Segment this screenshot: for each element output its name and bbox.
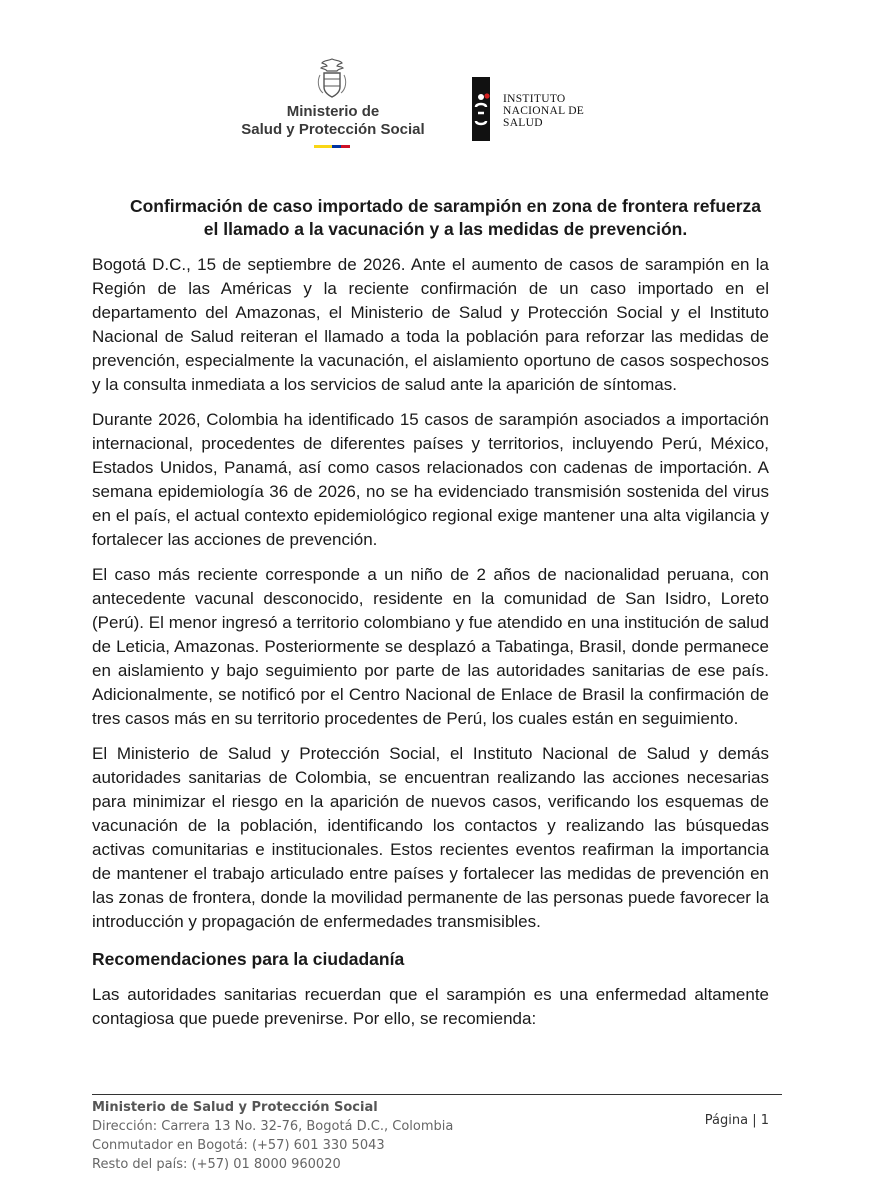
ins-logo	[470, 77, 630, 147]
flag-red-stripe	[341, 145, 350, 148]
flag-blue-stripe	[332, 145, 341, 148]
ins-name	[503, 93, 633, 129]
ministry-name-line1: Ministerio de	[286, 103, 380, 120]
colombia-flag-stripe	[314, 145, 350, 148]
page-number: Página | 1	[704, 1113, 769, 1128]
title-line-1: Confirmación de caso importado de sarampión en zona de frontera refuerza	[129, 196, 762, 216]
footer-organization: Ministerio de Salud y Protección Social	[92, 1100, 378, 1115]
footer-phone-country: Resto del país: (+57) 01 8000 960020	[92, 1157, 341, 1172]
colombia-coat-of-arms-icon	[314, 57, 350, 99]
ministry-name	[228, 103, 438, 139]
letterhead	[0, 55, 891, 165]
section-heading-recommendations: Recomendaciones para la ciudadanía	[92, 949, 405, 969]
ins-logo-icon	[470, 77, 498, 141]
ministry-name-line2: Salud y Protección Social	[241, 121, 425, 138]
ins-name-line2: NACIONAL DE	[503, 105, 585, 117]
ins-name-line1: INSTITUTO	[503, 93, 566, 105]
paragraph-cases-2026: Durante 2026, Colombia ha identificado 15 casos de sarampión asociados a importación internacional, procedentes de diferentes países y territorios, incluyendo Perú, México, Estados Unidos, Panamá, así como casos relacionados con cadenas de importación. A semana epidemiología 36 de 2026, no se ha evidenciado transmisión sostenida del virus en el país, el actual contexto epidemiológico regional exige mantener una alta vigilancia y fortalecer las acciones de prevención.	[92, 410, 769, 549]
ins-name-line3: SALUD	[503, 117, 543, 129]
document-title	[60, 195, 831, 241]
paragraph-recommendations-intro: Las autoridades sanitarias recuerdan que el sarampión es una enfermedad altamente contagiosa que puede prevenirse. Por ello, se recomienda:	[92, 985, 769, 1028]
footer	[92, 1098, 782, 1174]
title-line-2: el llamado a la vacunación y a las medidas de prevención.	[203, 219, 688, 239]
paragraph-actions: El Ministerio de Salud y Protección Social, el Instituto Nacional de Salud y demás autoridades sanitarias de Colombia, se encuentran realizando las acciones necesarias para minimizar el riesgo en la aparición de nuevos casos, verificando los esquemas de vacunación de la población, identificando los contactos y realizando las búsquedas activas comunitarias e institucionales. Estos recientes eventos reafirman la importancia de mantener el trabajo articulado entre países y fortalecer las medidas de prevención en las zonas de frontera, donde la movilidad permanente de las personas puede favorecer la introducción y propagación de enfermedades transmisibles.	[92, 744, 769, 931]
paragraph-recent-case: El caso más reciente corresponde a un niño de 2 años de nacionalidad peruana, con antecedente vacunal desconocido, residente en la comunidad de San Isidro, Loreto (Perú). El menor ingresó a territorio colombiano y fue atendido en una institución de salud de Leticia, Amazonas. Posteriormente se desplazó a Tabatinga, Brasil, donde permanece en aislamiento y bajo seguimiento por parte de las autoridades sanitarias de ese país. Adicionalmente, se notificó por el Centro Nacional de Enlace de Brasil la confirmación de tres casos más en su territorio procedentes de Perú, los cuales están en seguimiento.	[92, 565, 769, 728]
footer-divider	[92, 1094, 782, 1095]
footer-address: Dirección: Carrera 13 No. 32-76, Bogotá D.C., Colombia	[92, 1119, 454, 1134]
flag-yellow-stripe	[314, 145, 332, 148]
paragraph-intro: Bogotá D.C., 15 de septiembre de 2026. Ante el aumento de casos de sarampión en la Región de las Américas y la reciente confirmación de un caso importado en el departamento del Amazonas, el Ministerio de Salud y Protección Social y el Instituto Nacional de Salud reiteran el llamado a toda la población para reforzar las medidas de prevención, especialmente la vacunación, el aislamiento oportuno de casos sospechosos y la consulta inmediata a los servicios de salud ante la aparición de síntomas.	[92, 255, 769, 394]
document-body	[92, 253, 769, 1042]
footer-phone-bogota: Conmutador en Bogotá: (+57) 601 330 5043	[92, 1138, 385, 1153]
ministry-logo	[228, 55, 438, 155]
